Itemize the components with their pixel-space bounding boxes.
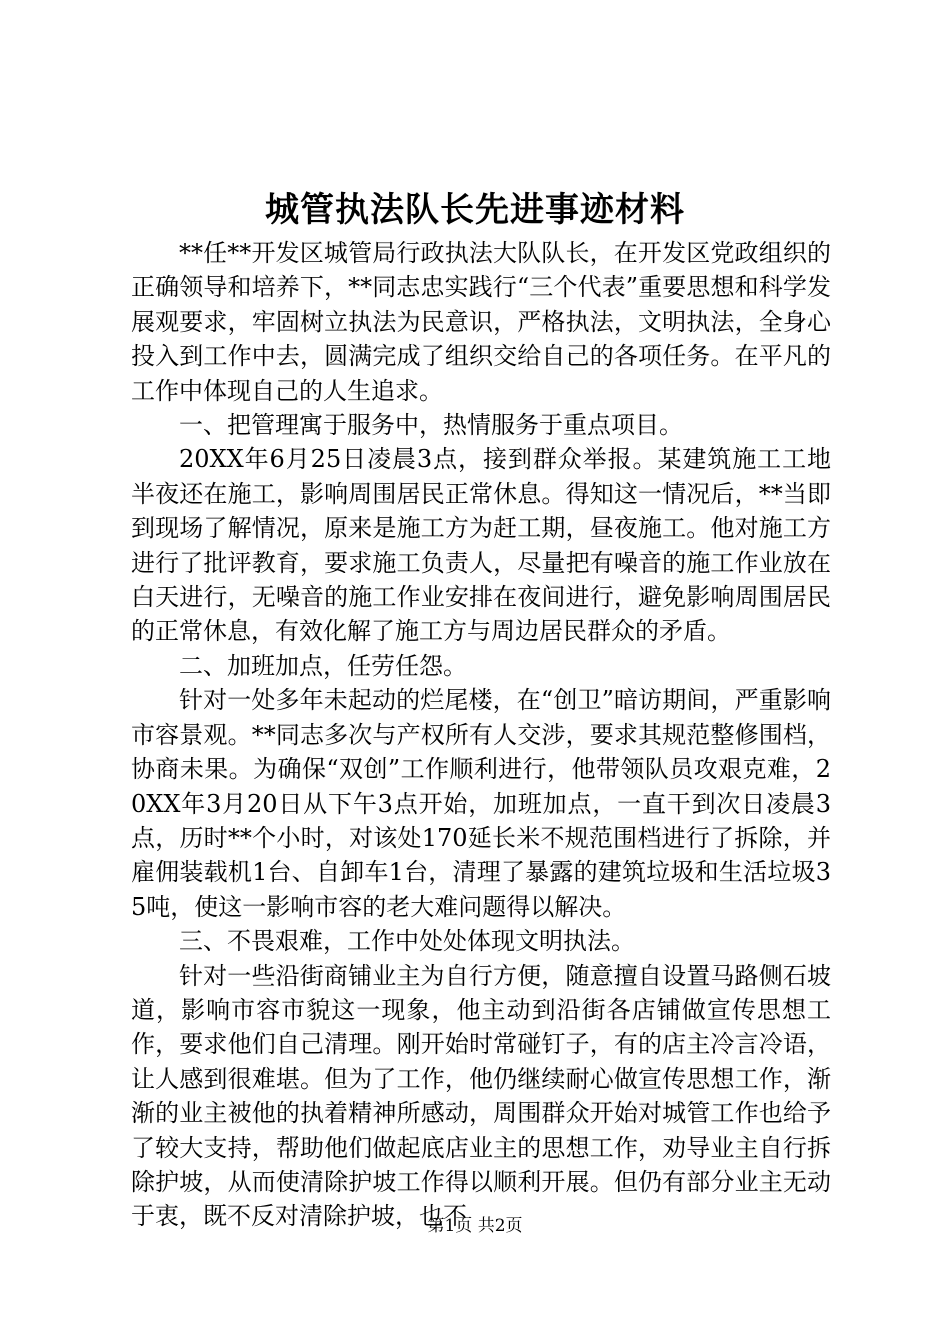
- document-title: 城管执法队长先进事迹材料: [265, 190, 685, 230]
- paragraph-section-1: 20XX年6月25日凌晨3点，接到群众举报。某建筑施工工地半夜还在施工，影响周围居民正常休息。得知这一情况后，**当即到现场了解情况，原来是施工方为赶工期，昼夜施工。他对施工方进行了批评教育，要求施工负责人，尽量把有噪音的施工作业放在白天进行，无噪音的施工作业安排在夜间进行，避免影响周围居民的正常休息，有效化解了施工方与周边居民群众的矛盾。: [131, 445, 831, 646]
- paragraph-intro: **任**开发区城管局行政执法大队队长，在开发区党政组织的正确领导和培养下，**同志忠实践行“三个代表”重要思想和科学发展观要求，牢固树立执法为民意识，严格执法，文明执法，全身心投入到工作中去，圆满完成了组织交给自己的各项任务。在平凡的工作中体现自己的人生追求。: [131, 239, 831, 405]
- page-number-footer: 第1页 共2页: [427, 1216, 523, 1236]
- section-heading-3: 三、不畏艰难，工作中处处体现文明执法。: [179, 927, 635, 956]
- section-heading-1: 一、把管理寓于服务中，热情服务于重点项目。: [179, 411, 683, 440]
- document-body: [131, 236, 831, 1234]
- section-heading-2: 二、加班加点，任劳任怨。: [179, 651, 467, 680]
- paragraph-section-2: 针对一处多年未起动的烂尾楼，在“创卫”暗访期间，严重影响市容景观。**同志多次与产权所有人交涉，要求其规范整修围档，协商未果。为确保“双创”工作顺利进行，他带领队员攻艰克难，20XX年3月20日从下午3点开始，加班加点，一直干到次日凌晨3点，历时**个小时，对该处170延长米不规范围档进行了拆除，并雇佣装载机1台、自卸车1台，清理了暴露的建筑垃圾和生活垃圾35吨，使这一影响市容的老大难问题得以解决。: [131, 686, 831, 921]
- paragraph-section-3: 针对一些沿街商铺业主为自行方便，随意擅自设置马路侧石坡道，影响市容市貌这一现象，他主动到沿街各店铺做宣传思想工作，要求他们自己清理。刚开始时常碰钉子，有的店主冷言冷语，让人感到很难堪。但为了工作，他仍继续耐心做宣传思想工作，渐渐的业主被他的执着精神所感动，周围群众开始对城管工作也给予了较大支持，帮助他们做起底店业主的思想工作，劝导业主自行拆除护坡，从而使清除护坡工作得以顺利开展。但仍有部分业主无动于衷，既不反对清除护坡，也不: [131, 961, 831, 1231]
